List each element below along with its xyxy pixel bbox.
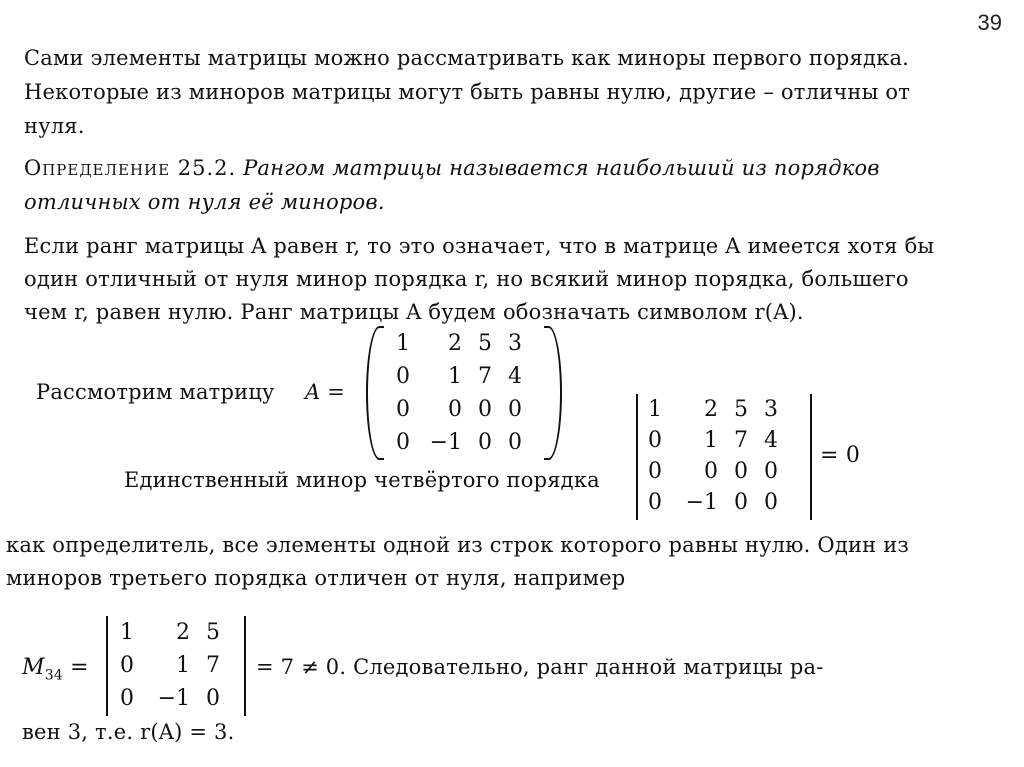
left-bar — [636, 394, 638, 520]
matrix-a-grid — [388, 327, 522, 459]
matrix-cell: 0 — [734, 459, 748, 484]
matrix-cell: 0 — [396, 430, 410, 455]
matrix-cell: 3 — [764, 397, 778, 422]
matrix-cell: 1 — [704, 428, 718, 453]
definition-text: Рангом матрицы называется наибольший из порядков — [243, 156, 880, 180]
matrix-cell: 0 — [508, 397, 522, 422]
matrix-cell: 0 — [396, 397, 410, 422]
matrix-cell: 3 — [508, 331, 522, 356]
matrix-cell: 0 — [764, 490, 778, 515]
matrix-cell: 7 — [206, 653, 220, 678]
matrix-cell: 2 — [176, 620, 190, 645]
matrix-a-lhs: A = — [305, 380, 346, 404]
definition-line1 — [24, 156, 880, 180]
matrix-row — [112, 616, 220, 649]
m34-conclusion: вен 3, т.е. r(A) = 3. — [22, 720, 235, 744]
definition-label: Определение 25.2. — [24, 156, 237, 180]
m34-rhs: = 7 ≠ 0. Следовательно, ранг данной матрицы ра- — [256, 655, 824, 679]
para2-line3: чем r, равен нулю. Ранг матрицы A будем обозначать символом r(A). — [24, 300, 804, 324]
matrix-cell: 7 — [478, 364, 492, 389]
matrix-cell: 0 — [704, 459, 718, 484]
matrix-cell: 5 — [206, 620, 220, 645]
matrix-row — [388, 426, 522, 459]
left-bar — [106, 616, 108, 716]
matrix-cell: 2 — [704, 397, 718, 422]
minor4-equals-zero: = 0 — [820, 443, 861, 468]
m34-symbol: M — [22, 655, 45, 680]
matrix-cell: 1 — [648, 397, 662, 422]
para2-line1: Если ранг матрицы A равен r, то это означает, что в матрице A имеется хотя бы — [24, 234, 935, 258]
matrix-cell: 0 — [120, 653, 134, 678]
matrix-row — [388, 393, 522, 426]
m34-subscript: 34 — [44, 667, 63, 684]
matrix-cell: 1 — [120, 620, 134, 645]
matrix-row — [640, 456, 778, 487]
para1-line1: Сами элементы матрицы можно рассматривать как миноры первого порядка. — [24, 46, 910, 70]
para3-line1: как определитель, все элементы одной из строк которого равны нулю. Один из — [6, 533, 910, 557]
matrix-cell: 0 — [734, 490, 748, 515]
matrix-cell: 5 — [478, 331, 492, 356]
matrix-cell: 0 — [508, 430, 522, 455]
matrix-cell: 0 — [478, 397, 492, 422]
matrix-cell: 0 — [206, 686, 220, 711]
para1-line3: нуля. — [24, 114, 85, 138]
matrix-row — [112, 649, 220, 682]
minor-m34-grid — [112, 616, 220, 715]
matrix-cell: 0 — [120, 686, 134, 711]
minor4-text: Единственный минор четвёртого порядка — [124, 468, 600, 492]
slide-number: 39 — [977, 10, 1002, 35]
right-paren — [544, 326, 562, 460]
matrix-cell: 1 — [176, 653, 190, 678]
matrix-cell: 0 — [396, 364, 410, 389]
matrix-cell: 2 — [448, 331, 462, 356]
right-bar — [810, 394, 812, 520]
matrix-a — [366, 326, 562, 460]
matrix-row — [640, 394, 778, 425]
matrix-cell: −1 — [157, 686, 190, 711]
matrix-cell: −1 — [685, 490, 718, 515]
left-paren — [366, 326, 384, 460]
determinant-4x4 — [636, 394, 812, 520]
matrix-cell: 5 — [734, 397, 748, 422]
matrix-cell: 4 — [764, 428, 778, 453]
matrix-row — [388, 327, 522, 360]
consider-text: Рассмотрим матрицу — [36, 380, 275, 404]
matrix-cell: 0 — [448, 397, 462, 422]
matrix-cell: −1 — [429, 430, 462, 455]
para1-line2: Некоторые из миноров матрицы могут быть равны нулю, другие – отличны от — [24, 80, 911, 104]
matrix-cell: 4 — [508, 364, 522, 389]
matrix-cell: 0 — [764, 459, 778, 484]
matrix-cell: 0 — [648, 490, 662, 515]
determinant-4x4-grid — [640, 394, 778, 518]
m34-equals: = — [70, 655, 89, 680]
m34-lhs — [22, 655, 89, 683]
matrix-cell: 1 — [448, 364, 462, 389]
matrix-cell: 0 — [478, 430, 492, 455]
matrix-row — [640, 487, 778, 518]
minor-m34 — [106, 616, 246, 716]
matrix-row — [388, 360, 522, 393]
para2-line2: один отличный от нуля минор порядка r, но всякий минор порядка, большего — [24, 267, 909, 291]
matrix-cell: 7 — [734, 428, 748, 453]
matrix-row — [112, 682, 220, 715]
matrix-cell: 1 — [396, 331, 410, 356]
right-bar — [244, 616, 246, 716]
definition-line2: отличных от нуля её миноров. — [24, 190, 385, 214]
para3-line2: миноров третьего порядка отличен от нуля, например — [6, 566, 626, 590]
matrix-row — [640, 425, 778, 456]
matrix-cell: 0 — [648, 459, 662, 484]
matrix-cell: 0 — [648, 428, 662, 453]
